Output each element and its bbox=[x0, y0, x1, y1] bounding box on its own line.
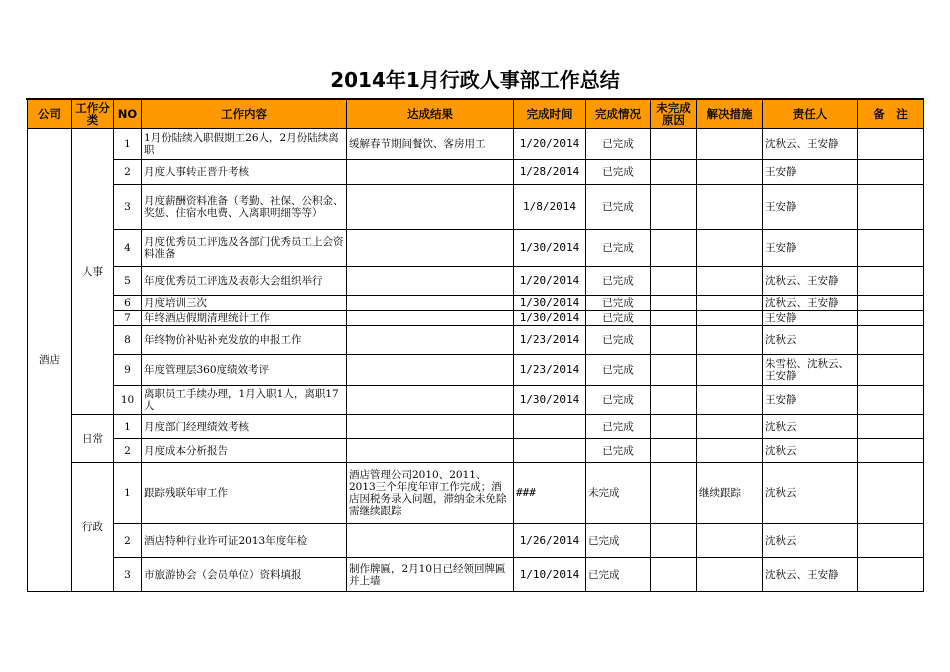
row-no: 6 bbox=[114, 296, 142, 311]
table-row bbox=[28, 439, 924, 463]
row-no: 4 bbox=[114, 230, 142, 267]
row-reason bbox=[651, 463, 697, 524]
row-result: 缓解春节期间餐饮、客房用工 bbox=[347, 129, 514, 160]
row-no: 3 bbox=[114, 558, 142, 592]
group-cell-daily: 日常 bbox=[72, 415, 114, 463]
row-content: 离职员工手续办理，1月入职1人，离职17人 bbox=[142, 386, 347, 415]
row-measures bbox=[697, 439, 763, 463]
row-measures bbox=[697, 160, 763, 185]
row-content: 年度优秀员工评选及表彰大会组织举行 bbox=[142, 267, 347, 296]
row-status: 已完成 bbox=[586, 524, 651, 558]
row-content: 月度部门经理绩效考核 bbox=[142, 415, 347, 439]
row-content: 酒店特种行业许可证2013年度年检 bbox=[142, 524, 347, 558]
table-row bbox=[28, 326, 924, 355]
row-content: 月度人事转正晋升考核 bbox=[142, 160, 347, 185]
row-reason bbox=[651, 386, 697, 415]
row-result bbox=[347, 386, 514, 415]
row-result: 制作牌匾，2月10日已经领回牌匾并上墙 bbox=[347, 558, 514, 592]
header-company: 公司 bbox=[28, 100, 72, 129]
row-measures bbox=[697, 355, 763, 386]
row-status: 已完成 bbox=[586, 439, 651, 463]
row-reason bbox=[651, 524, 697, 558]
row-owner: 沈秋云、王安静 bbox=[763, 296, 858, 311]
row-remark bbox=[858, 326, 924, 355]
row-reason bbox=[651, 326, 697, 355]
row-measures bbox=[697, 386, 763, 415]
row-time: 1/30/2014 bbox=[514, 230, 586, 267]
row-result bbox=[347, 160, 514, 185]
row-owner: 王安静 bbox=[763, 386, 858, 415]
row-time: 1/28/2014 bbox=[514, 160, 586, 185]
row-status: 已完成 bbox=[586, 326, 651, 355]
row-remark bbox=[858, 386, 924, 415]
row-owner: 沈秋云 bbox=[763, 415, 858, 439]
page-title: 2014年1月行政人事部工作总结 bbox=[330, 68, 620, 92]
row-status: 已完成 bbox=[586, 129, 651, 160]
row-no: 2 bbox=[114, 439, 142, 463]
row-no: 2 bbox=[114, 160, 142, 185]
row-reason bbox=[651, 311, 697, 326]
row-remark bbox=[858, 160, 924, 185]
row-time: 1/20/2014 bbox=[514, 267, 586, 296]
table-row bbox=[28, 311, 924, 326]
row-status: 已完成 bbox=[586, 355, 651, 386]
row-time: 1/30/2014 bbox=[514, 386, 586, 415]
row-remark bbox=[858, 185, 924, 230]
table-top-border bbox=[26, 98, 924, 100]
row-remark bbox=[858, 524, 924, 558]
row-content: 年度管理层360度绩效考评 bbox=[142, 355, 347, 386]
row-owner: 王安静 bbox=[763, 160, 858, 185]
table-row bbox=[28, 524, 924, 558]
row-owner: 沈秋云、王安静 bbox=[763, 558, 858, 592]
row-content: 月度优秀员工评选及各部门优秀员工上会资料准备 bbox=[142, 230, 347, 267]
row-measures bbox=[697, 558, 763, 592]
row-result bbox=[347, 296, 514, 311]
row-measures bbox=[697, 230, 763, 267]
row-measures bbox=[697, 524, 763, 558]
row-status: 已完成 bbox=[586, 230, 651, 267]
row-time: ### bbox=[514, 463, 586, 524]
row-status: 已完成 bbox=[586, 415, 651, 439]
row-time: 1/20/2014 bbox=[514, 129, 586, 160]
row-status: 未完成 bbox=[586, 463, 651, 524]
row-result bbox=[347, 415, 514, 439]
row-remark bbox=[858, 439, 924, 463]
row-time: 1/30/2014 bbox=[514, 296, 586, 311]
row-no: 7 bbox=[114, 311, 142, 326]
row-owner: 沈秋云 bbox=[763, 439, 858, 463]
row-measures bbox=[697, 267, 763, 296]
row-content: 月度培训三次 bbox=[142, 296, 347, 311]
row-time: 1/10/2014 bbox=[514, 558, 586, 592]
row-measures bbox=[697, 415, 763, 439]
row-time: 1/23/2014 bbox=[514, 326, 586, 355]
row-reason bbox=[651, 558, 697, 592]
row-no: 2 bbox=[114, 524, 142, 558]
row-status: 已完成 bbox=[586, 558, 651, 592]
row-content: 市旅游协会（会员单位）资料填报 bbox=[142, 558, 347, 592]
page-bottom-margin bbox=[0, 596, 950, 672]
row-remark bbox=[858, 267, 924, 296]
row-time bbox=[514, 439, 586, 463]
row-time: 1/26/2014 bbox=[514, 524, 586, 558]
row-reason bbox=[651, 415, 697, 439]
row-result bbox=[347, 326, 514, 355]
header-row bbox=[28, 100, 924, 129]
company-cell: 酒店 bbox=[28, 129, 72, 592]
header-no: NO bbox=[114, 100, 142, 129]
header-reason: 未完成原因 bbox=[651, 100, 697, 129]
header-measures: 解决措施 bbox=[697, 100, 763, 129]
row-reason bbox=[651, 439, 697, 463]
table-row bbox=[28, 185, 924, 230]
header-owner: 责任人 bbox=[763, 100, 858, 129]
header-status: 完成情况 bbox=[586, 100, 651, 129]
row-result: 酒店管理公司2010、2011、2013三个年度年审工作完成；酒店因税务录入问题，滞纳金未免除需继续跟踪 bbox=[347, 463, 514, 524]
table-row bbox=[28, 296, 924, 311]
row-status: 已完成 bbox=[586, 296, 651, 311]
row-remark bbox=[858, 558, 924, 592]
row-result bbox=[347, 524, 514, 558]
row-reason bbox=[651, 185, 697, 230]
table-row bbox=[28, 415, 924, 439]
summary-table bbox=[27, 99, 924, 592]
row-time: 1/23/2014 bbox=[514, 355, 586, 386]
table-row bbox=[28, 267, 924, 296]
row-status: 已完成 bbox=[586, 160, 651, 185]
row-remark bbox=[858, 355, 924, 386]
row-status: 已完成 bbox=[586, 267, 651, 296]
row-owner: 沈秋云、王安静 bbox=[763, 129, 858, 160]
row-content: 跟踪残联年审工作 bbox=[142, 463, 347, 524]
row-no: 9 bbox=[114, 355, 142, 386]
header-category: 工作分类 bbox=[72, 100, 114, 129]
table-row bbox=[28, 558, 924, 592]
row-status: 已完成 bbox=[586, 311, 651, 326]
row-remark bbox=[858, 311, 924, 326]
row-result bbox=[347, 355, 514, 386]
row-measures bbox=[697, 296, 763, 311]
row-owner: 王安静 bbox=[763, 185, 858, 230]
row-content: 年终酒店假期清理统计工作 bbox=[142, 311, 347, 326]
row-time bbox=[514, 415, 586, 439]
row-owner: 沈秋云 bbox=[763, 463, 858, 524]
table-row bbox=[28, 355, 924, 386]
row-status: 已完成 bbox=[586, 386, 651, 415]
row-result bbox=[347, 267, 514, 296]
row-remark bbox=[858, 415, 924, 439]
row-no: 1 bbox=[114, 129, 142, 160]
row-measures bbox=[697, 311, 763, 326]
row-result bbox=[347, 185, 514, 230]
row-time: 1/30/2014 bbox=[514, 311, 586, 326]
row-no: 3 bbox=[114, 185, 142, 230]
row-reason bbox=[651, 296, 697, 311]
row-owner: 沈秋云 bbox=[763, 326, 858, 355]
header-content: 工作内容 bbox=[142, 100, 347, 129]
group-cell-hr: 人事 bbox=[72, 129, 114, 415]
row-content: 1月份陆续入职假期工26人，2月份陆续离职 bbox=[142, 129, 347, 160]
row-measures bbox=[697, 326, 763, 355]
row-remark bbox=[858, 129, 924, 160]
row-reason bbox=[651, 129, 697, 160]
header-remark: 备 注 bbox=[858, 100, 924, 129]
row-remark bbox=[858, 230, 924, 267]
row-measures bbox=[697, 129, 763, 160]
table-row bbox=[28, 160, 924, 185]
row-measures bbox=[697, 185, 763, 230]
header-result: 达成结果 bbox=[347, 100, 514, 129]
row-reason bbox=[651, 160, 697, 185]
row-measures: 继续跟踪 bbox=[697, 463, 763, 524]
row-result bbox=[347, 230, 514, 267]
row-remark bbox=[858, 296, 924, 311]
row-result bbox=[347, 439, 514, 463]
row-no: 1 bbox=[114, 415, 142, 439]
row-no: 1 bbox=[114, 463, 142, 524]
row-content: 年终物价补贴补充发放的申报工作 bbox=[142, 326, 347, 355]
row-owner: 沈秋云 bbox=[763, 524, 858, 558]
row-no: 10 bbox=[114, 386, 142, 415]
table-row bbox=[28, 129, 924, 160]
row-content: 月度成本分析报告 bbox=[142, 439, 347, 463]
table-row bbox=[28, 386, 924, 415]
table-row bbox=[28, 230, 924, 267]
row-remark bbox=[858, 463, 924, 524]
row-reason bbox=[651, 230, 697, 267]
row-owner: 王安静 bbox=[763, 311, 858, 326]
row-reason bbox=[651, 355, 697, 386]
row-no: 8 bbox=[114, 326, 142, 355]
group-cell-admin: 行政 bbox=[72, 463, 114, 592]
row-owner: 沈秋云、王安静 bbox=[763, 267, 858, 296]
row-owner: 朱雪松、沈秋云、王安静 bbox=[763, 355, 858, 386]
row-no: 5 bbox=[114, 267, 142, 296]
row-reason bbox=[651, 267, 697, 296]
row-owner: 王安静 bbox=[763, 230, 858, 267]
row-result bbox=[347, 311, 514, 326]
row-time: 1/8/2014 bbox=[514, 185, 586, 230]
row-content: 月度薪酬资料准备（考勤、社保、公积金、奖惩、住宿水电费、入离职明细等等） bbox=[142, 185, 347, 230]
row-status: 已完成 bbox=[586, 185, 651, 230]
header-time: 完成时间 bbox=[514, 100, 586, 129]
table-row bbox=[28, 463, 924, 524]
